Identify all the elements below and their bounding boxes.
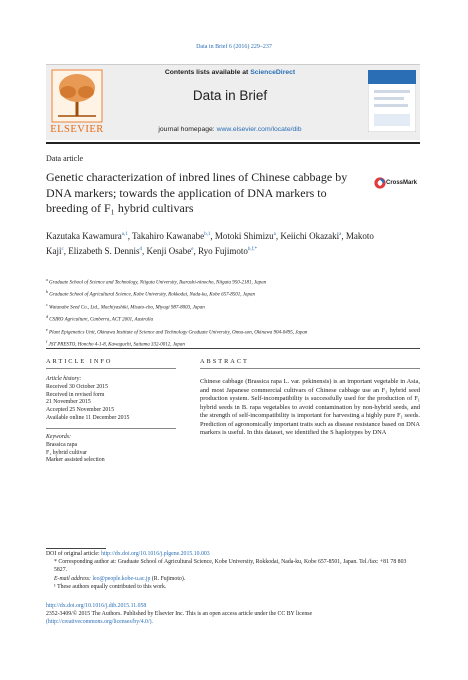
abstract-rule	[200, 368, 420, 369]
original-doi-line	[46, 550, 420, 558]
affiliation-item	[46, 276, 366, 288]
affiliation-item	[46, 313, 366, 325]
abstract-text: Chinese cabbage (Brassica rapa L. var. pekinensis) is an important vegetable in Asia, and most Japanese commercial cultivars of Chinese cabbage use an F₁ hybrid seed production system. Self-incompatibility is successfully used for the production of F₁ hybrid seeds in B. rapa vegetables to avoid contamination by non-hybrid seeds, and the strength of self-incompatibility is important for harvesting a highly pure F₁ seeds. Prediction of agronomically important traits such as disease resistance based on DNA markers is useful. In this dataset, we identified the S haplotypes by DNA	[200, 378, 420, 437]
keywords-block	[46, 434, 176, 465]
author-name: Kazutaka Kawamura	[46, 231, 122, 241]
copyright-line: 2352-3409/© 2015 The Authors. Published by Elsevier Inc. This is an open access article under the CC BY license	[46, 611, 313, 618]
homepage-link[interactable]: www.elsevier.com/locate/dib	[216, 126, 302, 133]
footnote-rule	[46, 548, 106, 549]
journal-cover-thumbnail[interactable]	[368, 70, 416, 132]
equal-contribution-note: ¹ These authors equally contributed to this work.	[54, 583, 167, 590]
history-list	[46, 384, 176, 423]
author-affiliation-mark[interactable]: a	[273, 232, 276, 237]
keyword-item: F₁ hybrid cultivar	[46, 449, 87, 456]
keywords-list	[46, 442, 176, 465]
affiliation-mark: a	[46, 277, 48, 282]
contents-line	[108, 69, 352, 76]
affiliation-mark: b	[46, 289, 48, 295]
crossmark-icon[interactable]	[374, 177, 386, 189]
affiliation-mark: d	[46, 314, 48, 320]
author-affiliation-mark[interactable]: c	[61, 247, 64, 252]
contents-prefix: Contents lists available at	[164, 69, 251, 76]
author-affiliation-mark[interactable]: e	[191, 247, 194, 252]
original-doi-link[interactable]: http://dx.doi.org/10.1016/j.plgene.2015.10.003	[101, 551, 210, 557]
affiliation-text: Watanabe Seed Co., Ltd., Machiyashiki, Misato-cho, Miyagi 987-8003, Japan	[47, 305, 205, 311]
article-title: Genetic characterization of inbred lines of Chinese cabbage by DNA markers; towards the application of DNA markers to breeding of F₁ hybrid cultivars	[46, 170, 348, 216]
footnotes	[46, 550, 420, 591]
email-link[interactable]: leo@people.kobe-u.ac.jp	[92, 575, 151, 582]
article-doi-link[interactable]: http://dx.doi.org/10.1016/j.dib.2015.11.058	[46, 603, 147, 609]
author-name: Takahiro Kawanabe	[132, 231, 205, 241]
journal-title: Data in Brief	[192, 88, 268, 103]
bottom-info	[46, 602, 420, 627]
history-entry: Accepted 25 November 2015	[46, 407, 115, 414]
author-name: Motoki Shimizu	[214, 231, 274, 241]
affiliation-text: Graduate School of Science and Technology, Niigata University, Ikarashi-ninocho, Niigata 950-2181, Japan	[47, 280, 267, 286]
crossmark-label[interactable]: CrossMark	[386, 180, 418, 186]
affiliation-text: JST PRESTO, Honcho 4-1-8, Kawaguchi, Saitama 332-0012, Japan	[47, 342, 185, 348]
homepage-prefix: journal homepage:	[158, 126, 217, 133]
license-link[interactable]: (http://creativecommons.org/licenses/by/4.0/).	[46, 619, 153, 626]
abstract-heading: ABSTRACT	[200, 358, 249, 365]
author-name: Ryo Fujimoto	[197, 246, 248, 256]
history-rule	[46, 428, 176, 429]
email-suffix: (R. Fujimoto).	[150, 575, 186, 582]
author-affiliation-mark[interactable]: d	[139, 247, 142, 252]
section-rule	[46, 348, 420, 349]
author-list: Kazutaka Kawamura$^{a,1}$, Takahiro Kawanabe$^{b,1}$, Motoki Shimizu$^a$, Keiichi Okazaki$^a$, Makoto Kaji$^c$, Elizabeth S. Dennis$^d$, Kenji Osabe$^e$, Ryo Fujimoto$^{b,f,*}$	[46, 231, 374, 256]
author-name: Makoto Kaji	[46, 231, 374, 256]
author-affiliation-mark[interactable]: b,1	[204, 232, 211, 237]
history-entry: Received 30 October 2015	[46, 383, 108, 390]
affiliation-item	[46, 288, 366, 300]
keywords-label: Keywords:	[46, 434, 71, 440]
history-entry: 21 November 2015	[46, 399, 91, 406]
affiliation-item	[46, 301, 366, 313]
article-type: Data article	[46, 154, 84, 163]
keyword-item: Marker assisted selection	[46, 457, 105, 464]
author-name: Keiichi Okazaki	[280, 231, 340, 241]
masthead-rule	[46, 142, 420, 144]
article-info-rule	[46, 368, 176, 369]
affiliation-text: CSIRO Agriculture, Canberra, ACT 2601, Australia	[48, 318, 154, 324]
affiliation-item	[46, 326, 366, 338]
email-line	[46, 575, 420, 583]
affiliation-mark: f	[46, 339, 48, 345]
homepage-line	[108, 126, 352, 133]
affiliation-mark: e	[46, 326, 48, 332]
citation[interactable]: Data in Brief 6 (2016) 229–237	[196, 44, 272, 50]
author-affiliation-mark[interactable]: b,f,*	[247, 247, 258, 252]
affiliation-text: Graduate School of Agricultural Science, Kobe University, Rokkodai, Nada-ku, Kobe 657-8501, Japan	[48, 293, 255, 299]
article-info-heading: ARTICLE INFO	[46, 358, 113, 365]
original-doi-prefix: DOI of original article:	[46, 551, 102, 557]
email-prefix: E-mail address:	[54, 575, 93, 582]
keyword-item: Brassica rapa	[46, 441, 78, 448]
publisher-wordmark: ELSEVIER	[50, 124, 104, 135]
history-entry: Received in revised form	[46, 391, 105, 398]
affiliation-list	[46, 276, 366, 351]
article-history	[46, 376, 176, 423]
author-name: Elizabeth S. Dennis	[68, 246, 140, 256]
history-label: Article history:	[46, 376, 82, 382]
sciencedirect-link[interactable]: ScienceDirect	[250, 69, 296, 76]
affiliation-mark: c	[46, 301, 48, 307]
author-affiliation-mark[interactable]: a,1	[121, 232, 128, 237]
corresponding-author: * Corresponding author at: Graduate School of Agricultural Science, Kobe University, Rokkodai, Nada-ku, Kobe 657-8501, Japan. Tel./fax: +81 78 803 5827.	[54, 559, 407, 574]
author-name: Kenji Osabe	[146, 246, 192, 256]
affiliation-text: Plant Epigenetics Unit, Okinawa Institute of Science and Technology Graduate University, Onna-son, Okinawa 904-0495, Japan	[47, 330, 308, 336]
author-affiliation-mark[interactable]: a	[339, 232, 342, 237]
history-entry: Available online 11 December 2015	[46, 414, 130, 421]
